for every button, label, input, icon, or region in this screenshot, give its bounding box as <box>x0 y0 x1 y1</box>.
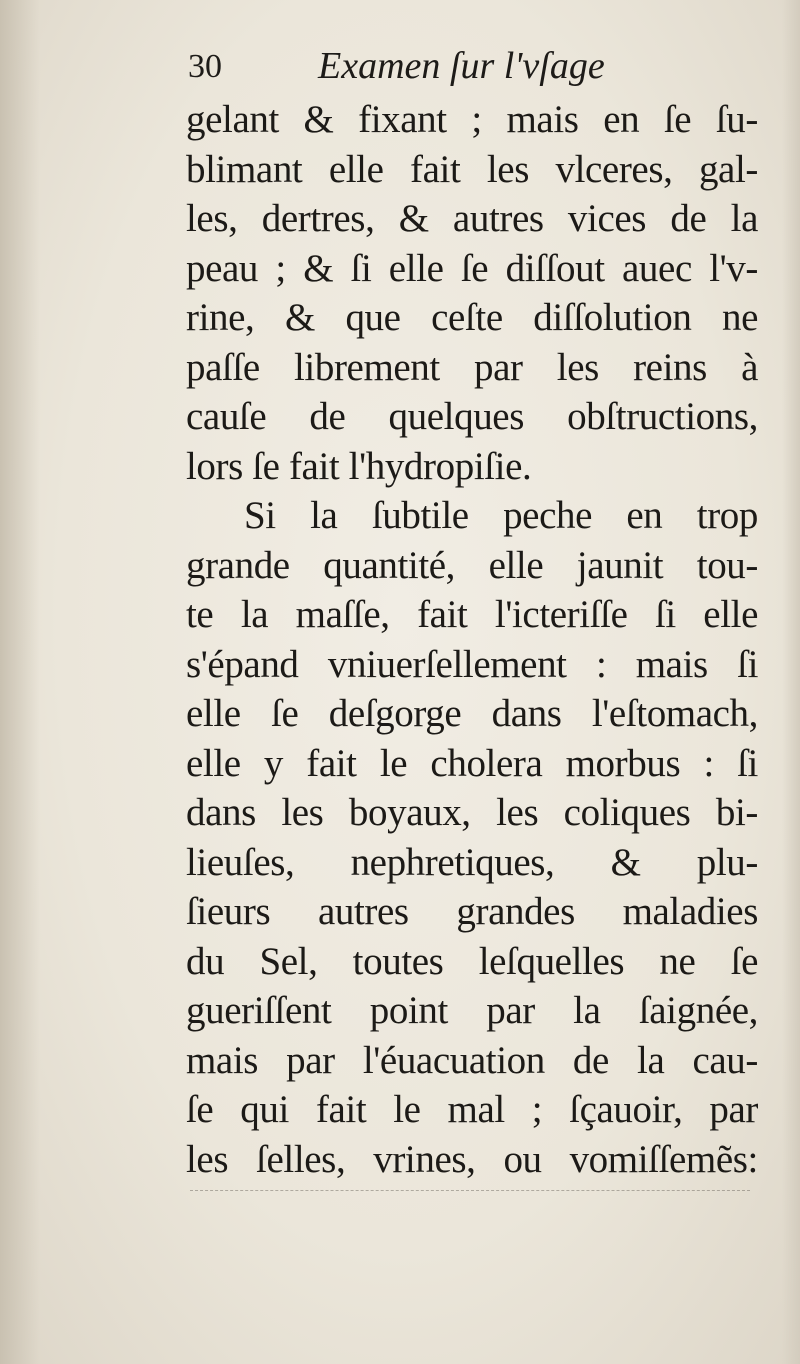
text-line: elle ſe deſgorge dans l'eſtomach, <box>186 692 758 735</box>
text-line: blimant elle fait les vlceres, gal- <box>186 147 758 191</box>
text-line: ſieurs autres grandes maladies <box>186 890 758 933</box>
text-line: elle y fait le cholera morbus : ſi <box>186 741 758 785</box>
running-title: Examen ſur l'vſage <box>318 45 605 87</box>
text-line: grande quantité, elle jaunit tou- <box>186 543 758 587</box>
text-line: dans les boyaux, les coliques bi- <box>186 791 758 834</box>
text-line: paſſe librement par les reins à <box>186 345 758 389</box>
page-edge-shadow <box>782 0 800 1364</box>
text-line: te la maſſe, fait l'icteriſſe ſi elle <box>186 593 758 636</box>
text-line: mais par l'éuacuation de la cau- <box>186 1038 758 1082</box>
text-line: du Sel, toutes leſquelles ne ſe <box>186 939 758 983</box>
page-header <box>188 44 748 94</box>
page-gutter-shadow <box>0 0 40 1364</box>
text-line: ſe qui fait le mal ; ſçauoir, par <box>186 1088 758 1131</box>
text-line: rine, & que ceſte diſſolution ne <box>186 296 758 339</box>
text-line: les ſelles, vrines, ou vomiſſemẽs: <box>186 1137 758 1181</box>
paragraph-start-line: Si la ſubtile peche en trop <box>244 494 758 537</box>
text-line: s'épand vniuerſellement : mais ſi <box>186 642 758 686</box>
text-line: peau ; & ſi elle ſe diſſout auec l'v- <box>186 246 758 290</box>
page-number: 30 <box>188 48 222 85</box>
bottom-rule <box>190 1190 750 1191</box>
text-line: gueriſſent point par la ſaignée, <box>186 989 758 1032</box>
text-line: gelant & fixant ; mais en ſe ſu- <box>186 98 758 141</box>
text-line: lors ſe fait l'hydropiſie. <box>186 444 532 488</box>
body-text <box>186 95 758 1184</box>
text-line: cauſe de quelques obſtructions, <box>186 395 758 438</box>
text-line: les, dertres, & autres vices de la <box>186 197 758 240</box>
text-line: lieuſes, nephretiques, & plu- <box>186 840 758 884</box>
